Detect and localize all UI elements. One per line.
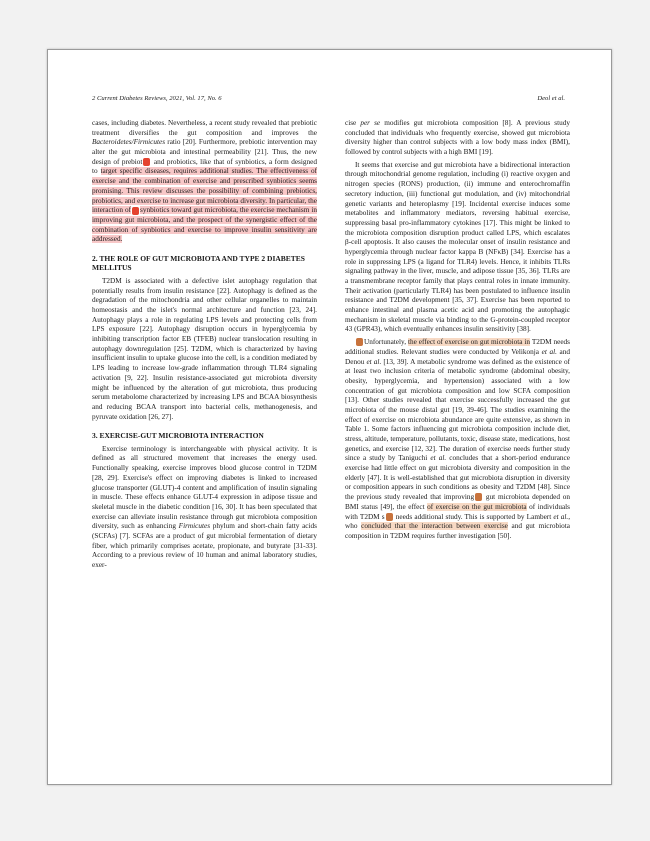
comment-marker-icon[interactable] xyxy=(356,338,363,346)
comment-marker-icon[interactable] xyxy=(132,207,139,215)
highlight-annotation[interactable]: of exercise on the gut microbiota xyxy=(427,502,527,511)
author-header: Deol et al. xyxy=(537,95,565,102)
paragraph: Unfortunately, the effect of exercise on gut microbiota in T2DM needs additional studies. Relevant studies were conducted by Velikonja et al. and Denou et al. [13, 39]. A metabolic syndrome was defined as the existence of at least two inclusion criteria of metabolic syndrome (abdominal obesity, obesity, hyperglycemia, and hypertension) associated with a low concentration of gut microbiota composition and low SCFA composition [13]. Other studies revealed that exercise successfully increased the gut microbiota of the mouse distal gut [19, 39-46]. The studies examining the effect of exercise on microbiota abundance are quite extensive, as shown in Table 1. Some factors influencing gut microbiota composition include diet, stress, altitude, temperature, pollutants, toxic, disease state, medications, host genetics, and exercise [12, 32]. The duration of exercise needs further study since a study by Taniguchi et al. concludes that a short-period endurance exercise had little effect on gut microbiota diversity and composition in the elderly [47]. It is well-established that gut microbiota disruption in diversity or composition appears in such conditions as obesity and T2DM [48]. Since the previous study revealed that improving gut microbiota depended on BMI status [49], the effect of exercise on the gut microbiota of individuals with T2DM s needs additional study. This is supported by Lambert et al., who concluded that the interaction between exercise and gut microbiota composition in T2DM requires further investigation [50]. xyxy=(345,338,571,540)
document-page xyxy=(47,49,612,785)
right-column xyxy=(345,119,570,545)
section-heading: 2. THE ROLE OF GUT MICROBIOTA AND TYPE 2 DIABETES MELLITUS xyxy=(92,253,305,273)
comment-marker-icon[interactable] xyxy=(143,158,150,166)
journal-citation: 2 Current Diabetes Reviews, 2021, Vol. 17, No. 6 xyxy=(92,95,222,102)
comment-marker-icon[interactable] xyxy=(475,493,482,501)
paragraph: cases, including diabetes. Nevertheless, a recent study revealed that prebiotic treatment diversifies the gut composition and improves the Bacteroidetes/Firmicutes ratio [20]. Furthermore, prebiotic intervention may alter the gut microbiota and intestinal permeability [21]. Thus, the new design of prebiot and probiotics, like that of synbiotics, a form designed to target specific diseases, requires additional studies. The effectiveness of exercise and the combination of exercise and prescribed synbiotics seems promising. This review discusses the possibility of combining prebiotics, probiotics, and exercise to increase gut microbiota diversity. In particular, the interaction of synbiotics toward gut microbiota, the exercise mechanism in improving gut microbiota, and the prospect of the synergistic effect of the combination of synbiotics and exercise to improve insulin sensitivity are addressed. xyxy=(92,119,318,244)
paragraph: It seems that exercise and gut microbiota have a bidirectional interaction through mitochondrial genome regulation, including (i) reactive oxygen and nitrogen species (RONS) production, (ii) immune and enterochromaffin secretory induction, (iii) functional gut modulation, and (iv) mitochondrial genetic variants and heteroplasmy [19]. Incidental exercise induces some metabolites and inflammatory mediators, reversing habitual exercise, suppressing basal pro-inflammatory cytokines [17]. This might be linked to the microbiota composition disruption product called LPS, which escalates β-cell apoptosis. It also causes the molecular onset of insulin resistance and hyperglycemia through nuclear factor kappa B (NFκB) [34]. Exercise has a role in suppressing LPS (a ligand for TLR4) levels. Hence, it inhibits TLRs signaling pathway in the liver, muscle, and adipose tissue [35, 36]. TLRs are a transmembrane receptor family that plays central roles in innate immunity. Their activation (particularly TLR4) has been postulated to influence insulin resistance and T2DM development [35, 37]. Exercise has been reported to enhance intestinal and plasma acetic acid and promoting the autophagic mechanism in skeletal muscle via binding to the G-protein-coupled receptor 43 (GPR43), which eventually enhances insulin sensitivity [38]. xyxy=(345,160,570,334)
left-column xyxy=(92,119,317,574)
paragraph: T2DM is associated with a defective islet autophagy regulation that potentially results from insulin resistance [22]. Autophagy is defined as the degradation of the mitochondria and other cellular organelles to maintain homeostasis and the islet's normal architecture and function [23, 24]. Autophagy plays a role in regulating LPS levels and protecting cells from LPS exposure [22]. Autophagy disruption occurs in hyperglycemia by inhibiting transcription factor EB (TFEB) nuclear translocation resulting in autophagy downregulation [25]. T2DM, which is characterized by having insufficient insulin to uptake glucose into the cell, is a condition mediated by LPS leading to increase low-grade inflammation through TLR4 signaling activation [9, 22]. Insulin resistance-associated gut microbiota diversity might be influenced by the alteration of gut microbiota, thus producing serum metabolome characterized by increasing LPS and BCAA biosynthesis and reducing BCAA transport into bacterial cells, methanogenesis, and pyruvate oxidation [26, 27]. xyxy=(92,276,317,421)
running-header xyxy=(92,95,565,105)
highlight-annotation[interactable]: synbiotics toward gut microbiota, the exercise mechanism in improving gut microbiota, and the prospect of the synergistic effect of the combination of synbiotics and exercise to improve insulin sensitivity are addressed. xyxy=(92,206,317,244)
paragraph: cise per se modifies gut microbiota composition [8]. A previous study concluded that individuals who frequently exercise, showed gut microbiota diversity higher than control subjects with a low body mass index (BMI), followed by control subjects with a high BMI [19]. xyxy=(345,119,570,157)
highlight-annotation[interactable]: target specific diseases, requires additional studies. The effectiveness of exercise and the combination of exercise and prescribed synbiotics seems promising. This review discusses the possibility of combining prebiotics, probiotics, and exercise to increase gut microbiota diversity. In particular, the interaction of xyxy=(92,167,318,215)
comment-marker-icon[interactable] xyxy=(386,513,393,521)
section-heading: 3. EXERCISE-GUT MICROBIOTA INTERACTION xyxy=(92,431,264,441)
paragraph: Exercise terminology is interchangeable with physical activity. It is defined as all structured movement that increases the energy used. Functionally speaking, exercise improves blood glucose control in T2DM [28, 29]. Exercise's effect on improving diabetes is linked to increased glucose transporter (GLUT)-4 content and amplification of insulin signaling in muscle. These effects enhance GLUT-4 expression in adipose tissue and skeletal muscle in the diabetic condition [16, 30]. It has been speculated that exercise can alleviate insulin resistance through gut microbiota composition diversity, such as enhancing Firmicutes phylum and short-chain fatty acids (SCFAs) [7]. SCFAs are a product of gut microbial fermentation of dietary fiber, which primarily comprises acetate, propionate, and butyrate [31-33]. According to a previous review of 10 human and animal laboratory studies, exer- xyxy=(92,444,317,569)
highlight-annotation[interactable]: concluded that the interaction between exercise xyxy=(361,522,508,531)
highlight-annotation[interactable]: the effect of exercise on gut microbiota in xyxy=(407,338,531,347)
